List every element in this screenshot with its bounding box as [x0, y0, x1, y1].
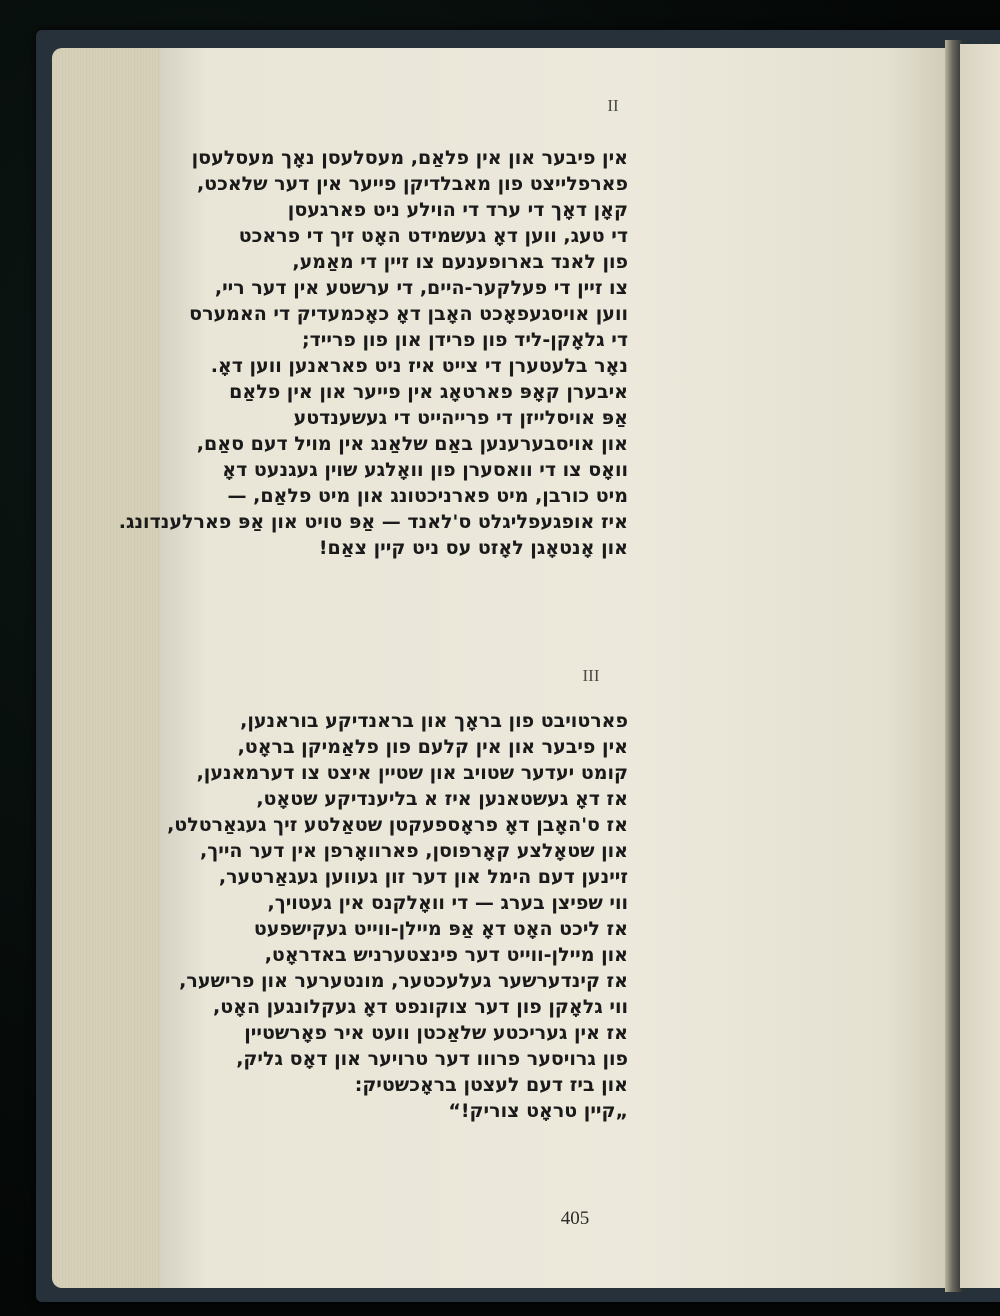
poem-line: זיינען דעם הימל און דער זון געווען געגאַרטער, [218, 866, 628, 888]
poem-line: וואָס צו די וואסערן פון וואָלגע שוין געגנעט דאָ [222, 459, 628, 481]
poem-line: אין פיבער און אין קלעם פון פלאַמיקן בראָט, [237, 736, 628, 758]
poem-line: ווי גלאָקן פון דער צוקונפט דאָ געקלונגען האָט, [213, 996, 628, 1018]
poem-line: און אויסבערענען באַם שלאַנג אין מויל דעם סאַם, [196, 433, 628, 455]
poem-line: נאָר בלעטערן די צייט איז ניט פאראנען ווען דאָ. [210, 355, 628, 377]
poem-line: אז ליכט האָט דאָ אַפּ מיילן-ווייט געקישפעט [253, 918, 628, 940]
poem-line: פון לאנד בארופענעם צו זיין די מאַמע, [292, 251, 628, 273]
poem-line: אז אין געריכטע שלאַכטן וועט איר פאָרשטיין [244, 1022, 628, 1044]
poem-line: אַפּ אויסלייזן די פרייהייט די געשענדטע [293, 407, 628, 429]
poem-line: און שטאָלצע קאָרפוסן, פארוואָרפן אין דער הייך, [200, 840, 628, 862]
poem-line: די גלאָקן-ליד פון פרידן און פון פרייד; [302, 329, 628, 351]
poem-line: מיט כורבן, מיט פארניכטונג און מיט פלאַם, — [227, 485, 628, 507]
poem-line: און ביז דעם לעצטן בראָכשטיק: [354, 1074, 628, 1096]
poem-line: די טעג, ווען דאָ געשמידט האָט זיך די פראכט [238, 225, 628, 247]
section-number-iii: III [582, 666, 600, 685]
poem-line: אין פיבער און אין פלאַם, מעסלעסן נאָך מעסלעסן [191, 147, 628, 169]
poem-line: און מיילן-ווייט דער פינצטערניש באדראָט, [264, 944, 628, 966]
poem-section-ii [119, 145, 628, 561]
poem-line: ווי שפיצן בערג — די וואָלקנס אין געטויך, [267, 892, 628, 914]
poem-section-iii [167, 708, 628, 1124]
page-number: 405 [560, 1208, 590, 1229]
poem-line: קומט יעדער שטויב און שטיין איצט צו דערמאנען, [196, 762, 628, 784]
poem-line: אז קינדערשער געלעכטער, מונטערער און פרישער, [179, 970, 628, 992]
poem-line: איז אופגעפליגלט ס'לאנד — אַפּ טויט און אַפּ פארלענדונג. [118, 511, 628, 533]
poem-line: פארפלייצט פון מאבלדיקן פייער אין דער שלאכט, [196, 173, 628, 195]
poem-line: ווען אויסגעפאָכט האָבן דאָ כאָכמעדיק די האמערס [189, 303, 628, 325]
poem-line: „קיין טראָט צוריק!“ [448, 1100, 628, 1122]
facing-page-edge [960, 44, 1000, 1288]
poem-line: איבערן קאָפּ פארטאָג אין פייער און אין פלאַם [229, 381, 628, 403]
poem-line: צו זיין די פעלקער-היים, די ערשטע אין דער ריי, [214, 277, 628, 299]
poem-line: קאָן דאָך די ערד די הוילע ניט פארגעסן [287, 199, 628, 221]
poem-line: און אָנטאָגן לאָזט עס ניט קיין צאַם! [318, 537, 628, 559]
poem-line: אז דאָ געשטאנען איז א בליענדיקע שטאָט, [256, 788, 628, 810]
poem-line: אז ס'האָבן דאָ פראָספעקטן שטאַלטע זיך געגאַרטלט, [167, 814, 628, 836]
poem-line: פארטויבט פון בראָך און בראנדיקע בוראנען, [240, 710, 628, 732]
poem-line: פון גרויסער פרווו דער טרויער און דאָס גליק, [236, 1048, 628, 1070]
section-number-ii: II [607, 96, 619, 115]
